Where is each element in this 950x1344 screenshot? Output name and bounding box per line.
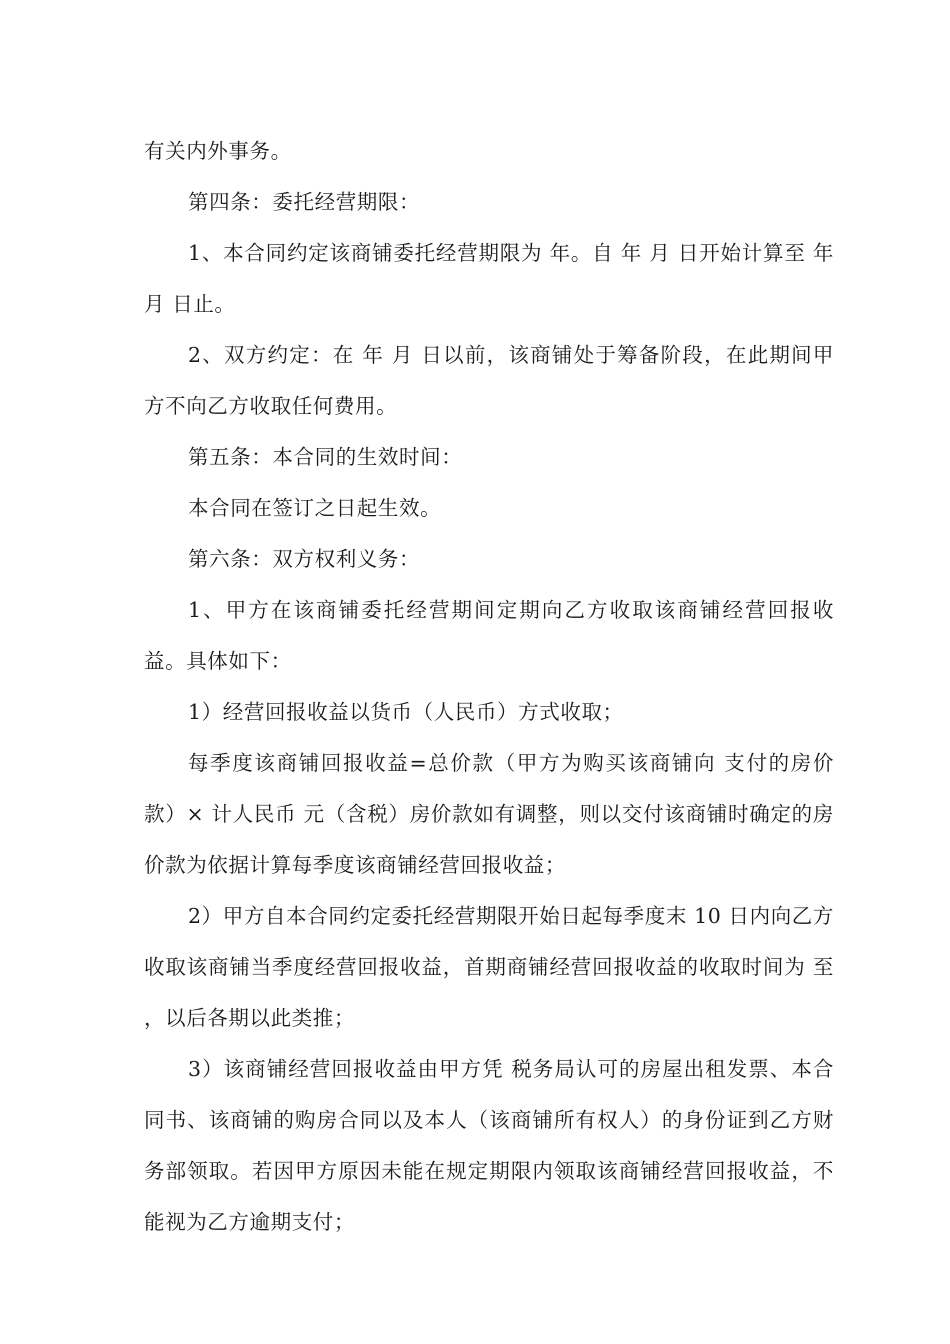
paragraph: 1、甲方在该商铺委托经营期间定期向乙方收取该商铺经营回报收益。具体如下：: [144, 598, 834, 673]
paragraph: 有关内外事务。: [144, 139, 292, 163]
paragraph: 本合同在签订之日起生效。: [188, 496, 442, 520]
article-heading: 第四条：委托经营期限：: [188, 190, 421, 214]
paragraph: 2）甲方自本合同约定委托经营期限开始日起每季度末 10 日内向乙方收取该商铺当季度经营回报收益，首期商铺经营回报收益的收取时间为 至 ，以后各期以此类推；: [144, 904, 834, 1030]
paragraph: 3）该商铺经营回报收益由甲方凭 税务局认可的房屋出租发票、本合同书、该商铺的购房合同以及本人（该商铺所有权人）的身份证到乙方财务部领取。若因甲方原因未能在规定期限内领取该商铺经营回报收益，不能视为乙方逾期支付；: [144, 1057, 834, 1234]
article-heading: 第五条：本合同的生效时间：: [188, 445, 463, 469]
paragraph: 1、本合同约定该商铺委托经营期限为 年。自 年 月 日开始计算至 年 月 日止。: [144, 241, 834, 316]
paragraph: 1）经营回报收益以货币（人民币）方式收取；: [188, 700, 624, 724]
article-heading: 第六条：双方权利义务：: [188, 547, 421, 571]
paragraph: 每季度该商铺回报收益=总价款（甲方为购买该商铺向 支付的房价款）× 计人民币 元（含税）房价款如有调整，则以交付该商铺时确定的房价款为依据计算每季度该商铺经营回报收益；: [144, 751, 834, 877]
document-body: [144, 126, 834, 1248]
paragraph: 2、双方约定：在 年 月 日以前，该商铺处于筹备阶段，在此期间甲方不向乙方收取任何费用。: [144, 343, 834, 418]
